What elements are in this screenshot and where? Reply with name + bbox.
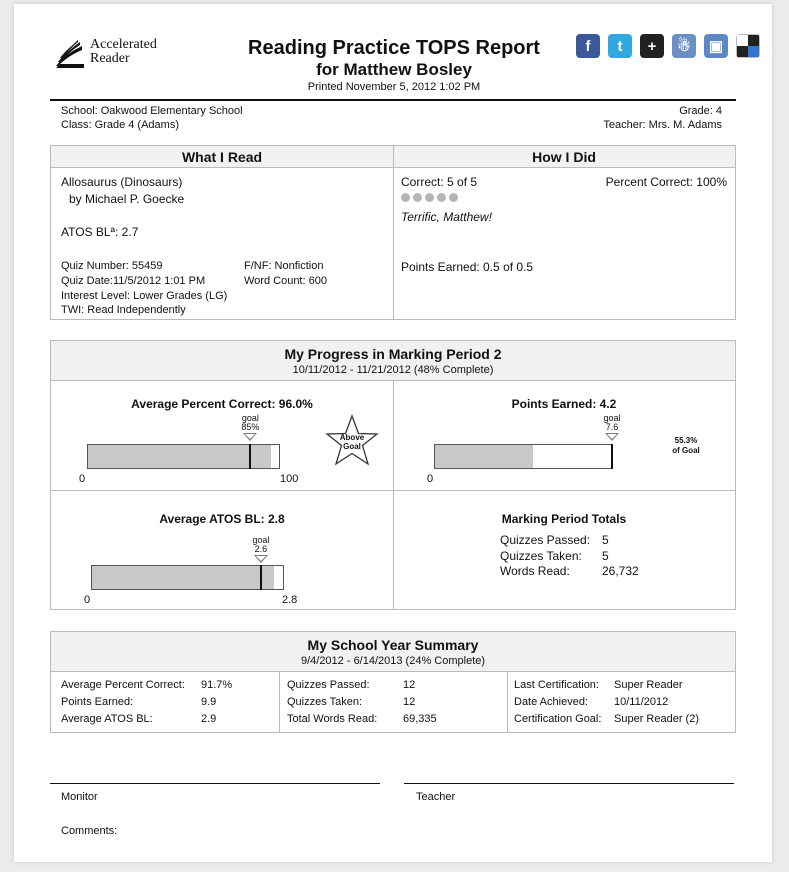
avg-percent-fill — [88, 445, 271, 468]
avg-percent-max: 100 — [280, 473, 299, 485]
correct-dot — [449, 193, 458, 202]
logo-line2: Reader — [90, 51, 130, 66]
avg-percent-title: Average Percent Correct: 96.0% — [131, 397, 313, 411]
summary-label: Last Certification: — [514, 679, 599, 691]
avg-percent-bar — [87, 444, 280, 469]
points-earned: Points Earned: 0.5 of 0.5 — [401, 260, 534, 274]
atos-max: 2.8 — [282, 594, 298, 606]
atos-title: Average ATOS BL: 2.8 — [159, 512, 285, 526]
what-i-read-heading: What I Read — [51, 146, 393, 168]
words-read-value: 26,732 — [602, 564, 639, 578]
summary-value: Super Reader — [614, 679, 683, 691]
fiction-nonfiction: F/NF: Nonfiction — [244, 260, 324, 272]
avg-percent-min: 0 — [79, 473, 86, 485]
summary-value: 91.7% — [201, 679, 233, 691]
progress-header — [51, 341, 735, 381]
summary-row — [287, 678, 416, 692]
twi: TWI: Read Independently — [61, 304, 186, 316]
summary-row — [514, 695, 669, 709]
teacher-name: Teacher: Mrs. M. Adams — [603, 119, 722, 131]
comments-label: Comments: — [61, 825, 118, 837]
summary-label: Quizzes Taken: — [287, 696, 363, 708]
quizzes-taken-label: Quizzes Taken: — [500, 549, 582, 563]
quizzes-taken-value: 5 — [602, 549, 609, 563]
summary-row — [61, 695, 217, 709]
book-title: Allosaurus (Dinosaurs) — [61, 175, 183, 189]
atos-fill — [92, 566, 274, 589]
report-title-block — [204, 36, 584, 94]
school-info-right — [603, 104, 722, 132]
points-fill — [435, 445, 533, 468]
points-goal-line — [611, 444, 613, 469]
summary-value: 9.9 — [201, 696, 217, 708]
atos-min: 0 — [84, 594, 91, 606]
summary-row — [287, 712, 437, 726]
summary-label: Total Words Read: — [287, 713, 378, 725]
school-name: School: Oakwood Elementary School — [61, 105, 243, 117]
interest-level: Interest Level: Lower Grades (LG) — [61, 290, 228, 302]
summary-label: Quizzes Passed: — [287, 679, 370, 691]
logo-line1: Accelerated — [90, 37, 157, 52]
reddit-icon[interactable]: ☃ — [672, 34, 696, 58]
report-title: Reading Practice TOPS Report — [248, 37, 540, 59]
summary-value: Super Reader (2) — [614, 713, 699, 725]
avg-percent-goal-label: goal 85% — [241, 413, 260, 432]
google-plus-icon[interactable]: + — [640, 34, 664, 58]
teacher-label: Teacher — [416, 791, 456, 803]
delicious-icon[interactable] — [736, 34, 760, 58]
grade: Grade: 4 — [679, 105, 722, 117]
correct-dot — [413, 193, 422, 202]
summary-row — [61, 678, 233, 692]
quiz-result-box — [50, 145, 736, 320]
year-summary-box — [50, 631, 736, 733]
report-page — [14, 4, 772, 862]
quiz-date: Quiz Date:11/5/2012 1:01 PM — [61, 275, 206, 287]
book-logo-icon — [54, 40, 86, 70]
correct-dot — [425, 193, 434, 202]
summary-label: Average ATOS BL: — [61, 713, 153, 725]
year-summary-header — [51, 632, 735, 672]
correct-dot — [437, 193, 446, 202]
above-goal-star-badge: Above Goal — [324, 414, 380, 468]
year-summary-dates: 9/4/2012 - 6/14/2013 (24% Complete) — [300, 655, 486, 667]
twitter-icon[interactable]: t — [608, 34, 632, 58]
teacher-signature-line — [404, 783, 734, 784]
quizzes-passed-value: 5 — [602, 533, 609, 547]
book-atos: ATOS BLª: 2.7 — [61, 225, 139, 239]
correct-count: Correct: 5 of 5 — [401, 175, 478, 189]
quiz-comment: Terrific, Matthew! — [401, 210, 492, 224]
summary-value: 10/11/2012 — [614, 696, 669, 708]
points-title: Points Earned: 4.2 — [511, 397, 617, 411]
quiz-number: Quiz Number: 55459 — [61, 260, 163, 272]
progress-heading: My Progress in Marking Period 2 — [284, 346, 502, 362]
header-rule — [50, 99, 736, 101]
totals-title: Marking Period Totals — [501, 512, 627, 526]
quizzes-passed-label: Quizzes Passed: — [500, 533, 591, 547]
avg-percent-goal-marker — [243, 433, 257, 441]
summary-row — [514, 678, 683, 692]
points-bar — [434, 444, 613, 469]
words-read-label: Words Read: — [500, 564, 570, 578]
percent-correct: Percent Correct: 100% — [605, 175, 727, 189]
book-author: by Michael P. Goecke — [69, 192, 185, 206]
summary-label: Average Percent Correct: — [61, 679, 185, 691]
points-percent-of-goal: 55.3% of Goal — [672, 436, 700, 455]
accelerated-reader-logo — [54, 38, 174, 72]
class-name: Class: Grade 4 (Adams) — [61, 119, 179, 131]
summary-label: Certification Goal: — [514, 713, 602, 725]
year-summary-heading: My School Year Summary — [307, 637, 479, 653]
monitor-label: Monitor — [61, 791, 98, 803]
summary-label: Points Earned: — [61, 696, 134, 708]
points-goal-label: goal 7.6 — [603, 413, 621, 432]
atos-bar — [91, 565, 284, 590]
summary-value: 2.9 — [201, 713, 217, 725]
atos-goal-line — [260, 565, 262, 590]
summary-row — [514, 712, 699, 726]
school-info-left — [61, 104, 243, 132]
correct-dot — [401, 193, 410, 202]
atos-goal-marker — [254, 555, 268, 563]
points-min: 0 — [427, 473, 434, 485]
summary-value: 12 — [403, 696, 416, 708]
summary-value: 12 — [403, 679, 416, 691]
progress-box — [50, 340, 736, 610]
facebook-icon[interactable]: f — [576, 34, 600, 58]
summary-label: Date Achieved: — [514, 696, 588, 708]
correct-dots — [401, 193, 458, 202]
summary-row — [61, 712, 217, 726]
atos-goal-label: goal 2.6 — [252, 535, 270, 554]
monitor-signature-line — [50, 783, 380, 784]
stumbleupon-icon[interactable]: ▣ — [704, 34, 728, 58]
printed-date: Printed November 5, 2012 1:02 PM — [307, 81, 481, 93]
word-count: Word Count: 600 — [244, 275, 327, 287]
points-goal-marker — [605, 433, 619, 441]
summary-value: 69,335 — [403, 713, 437, 725]
summary-row — [287, 695, 416, 709]
avg-percent-goal-line — [249, 444, 251, 469]
how-i-did-heading: How I Did — [393, 146, 735, 168]
social-share-bar — [576, 34, 760, 58]
report-subtitle: for Matthew Bosley — [316, 60, 472, 79]
progress-dates: 10/11/2012 - 11/21/2012 (48% Complete) — [292, 364, 494, 376]
